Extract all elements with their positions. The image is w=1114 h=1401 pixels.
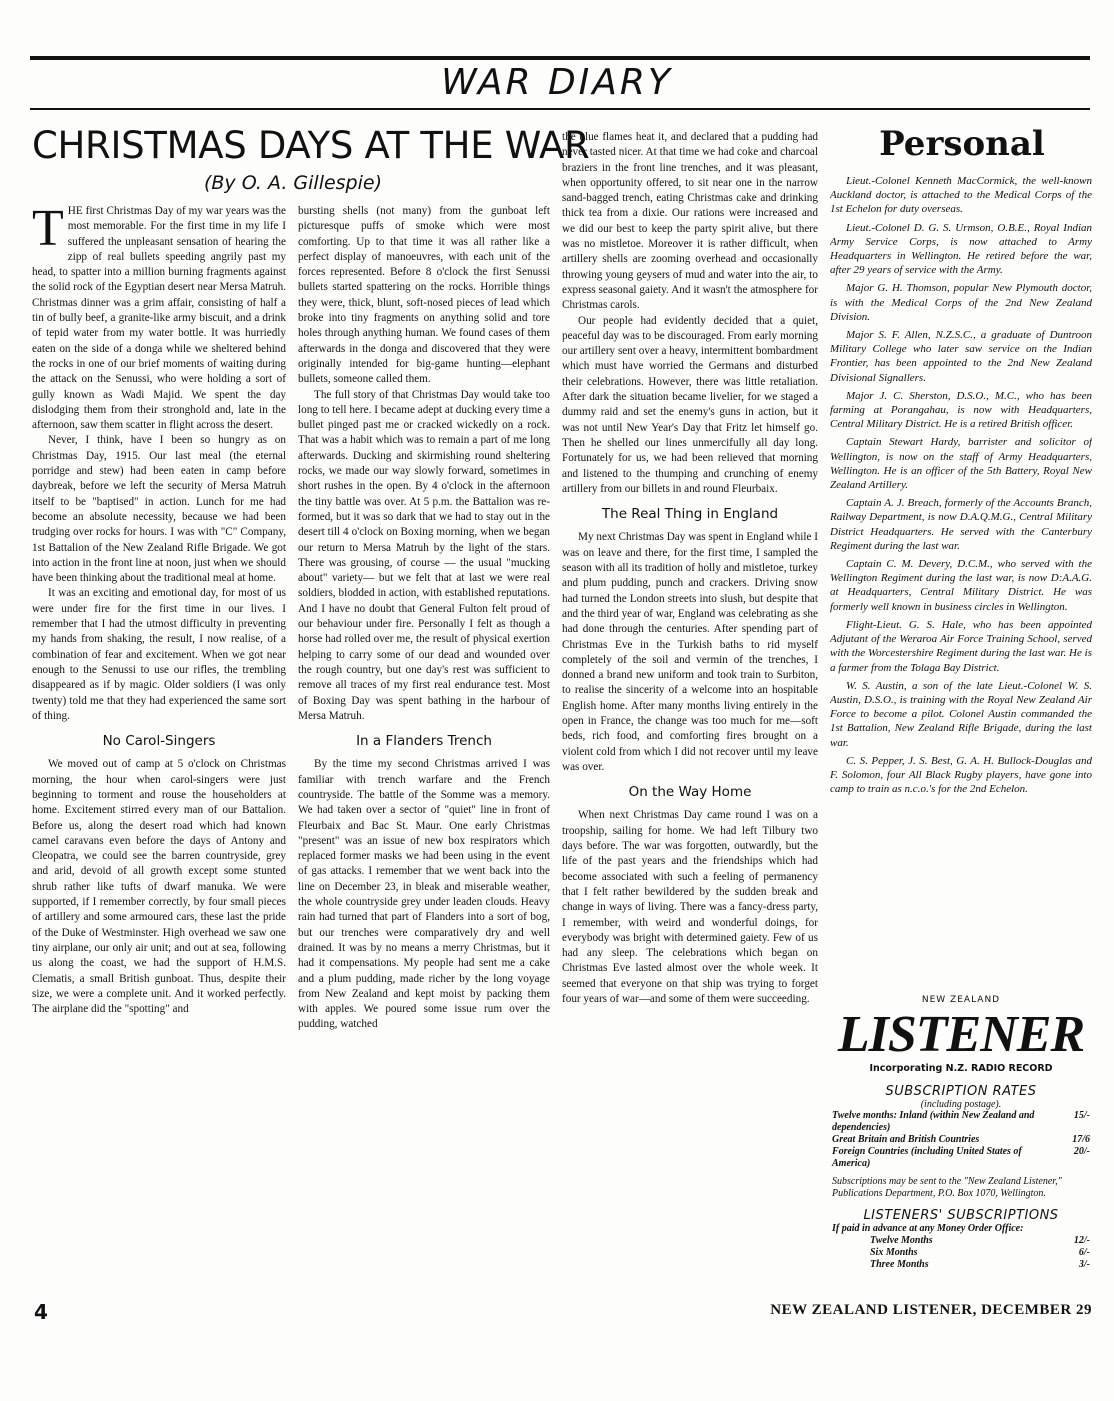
listeners-rate-row: Twelve Months 12/- [870, 1235, 1090, 1246]
personal-item: Major S. F. Allen, N.Z.S.C., a graduate of Duntroon Military College who later saw service on the Indian Frontier, has been appointed to the 2nd New Zealand Divisional Signallers. [830, 329, 1092, 384]
article-byline: (By O. A. Gillespie) [203, 172, 382, 194]
masthead-title: LISTENER [837, 1006, 1085, 1063]
personal-item: C. S. Pepper, J. S. Best, G. A. H. Bullock-Douglas and F. Solomon, four All Black Rugby players, have gone into camp to train as n.c.o.'s for the 2nd Echelon. [830, 754, 1092, 796]
top-rule-thin [30, 108, 1090, 110]
listeners-rate-row: Six Months 6/- [870, 1247, 1090, 1258]
rate-row: Twelve months: Inland (within New Zealand and dependencies) 15/- [832, 1110, 1090, 1133]
drop-cap: T [32, 204, 64, 257]
personal-item: Flight-Lieut. G. S. Hale, who has been appointed Adjutant of the Weraroa Air Force Training School, served with the Worcestershire Regiment during the last war. He is a farmer from the Tolaga Bay District. [830, 618, 1092, 674]
personal-item: Major J. C. Sherston, D.S.O., M.C., who has been farming at Porangahau, is now with Headquarters, Central Military District. He is a retired British officer. [830, 389, 1092, 431]
personal-column [830, 174, 1092, 974]
personal-title: Personal [879, 124, 1045, 164]
subheading-no-carol-singers: No Carol-Singers [102, 733, 216, 750]
personal-item: Major G. H. Thomson, popular New Plymouth doctor, is with the Medical Corps of the 2nd New Zealand Division. [830, 282, 1092, 323]
subscription-rates-note: (including postage). [920, 1099, 1002, 1110]
article-paragraph: bursting shells (not many) from the gunboat left picturesque puffs of smoke which were most comforting. Up to that time it was all rather like a perfect display of manoeuvres, with each unit of the forces represented. Before 8 o'clock the first Senussi bullets started spattering on the rocks. Horrible things they were, thick, blunt, soft-nosed pieces of lead which broke into tiny fragments on anything solid and tore holes through anything human. We found cases of them afterwards in the donga and discovered that they were originally intended for big-game hunting—elephant bullets, someone called them. [298, 205, 550, 386]
article-paragraph: Never, I think, have I been so hungry as on Christmas Day, 1915. Our last meal (the eternal porridge and stew) had been eaten in camp before daybreak, before we left the security of Mersa Matruh itself to be "baptised" in action. Lunch for me had become an absolute necessity, because we had been trudging over rocks for hours. I was with "C" Company, 1st Battalion of the New Zealand Rifle Brigade. We got into action in the front line at noon, just when we should have been thinking about the traditional meal at home. [32, 434, 286, 585]
article-paragraph: By the time my second Christmas arrived I was familiar with trench warfare and the French countryside. The battle of the Somme was a memory. We had taken over a sector of "quiet" line in front of Fleurbaix and Bac St. Maur. One early Christmas "present" was an issue of new box respirators which replaced former masks we had been using in the event of gas attacks. I remember that we went back into the line on December 23, in bleak and miserable weather, the whole countryside grey under leaden clouds. Heavy rain had turned that part of Flanders into a sort of bog, but our trenches were comparatively dry and well drained. It was by no means a merry Christmas, but it had it compensations. My people had sent me a cake and a plum pudding, made richer by the long voyage from New Zealand and kept moist by packing them with apples. We poured some issue rum over the pudding, watched [298, 758, 550, 1031]
article-paragraph: The full story of that Christmas Day would take too long to tell here. I became adept at ducking every time a bullet pinged past me or cracked wickedly on a rock. That was a habit which was to remain a part of me long afterwards. Ducking and skirmishing round sheltering rocks, we made our way slowly forward, sometimes in short rushes in the open. By 4 o'clock in the afternoon the tiny battle was over. At 5 p.m. the Battalion was re-formed, but it was so dark that we had to stay out in the desert till 4 o'clock on Boxing morning, when we began our return to Mersa Matruh by the light of the stars. There was grousing, of course — the usual "mucking about" variety— but we felt that at last we were real soldiers, blodded in action, with established reputations. And I have no doubt that General Fulton felt proud of our behaviour under fire. Personally I felt as though a horse had rolled over me, the result of physical exertion helping to carry some of our dead and wounded over the rough country, but one day's rest was sufficient to remove all traces of my first real endurance test. Most of Boxing Day was spent bathing in the harbour of Mersa Matruh. [298, 388, 550, 722]
subheading-real-thing-england: The Real Thing in England [601, 506, 779, 523]
article-column-3 [562, 130, 818, 1285]
listeners-note: If paid in advance at any Money Order Office: [832, 1223, 1024, 1234]
listeners-subscriptions-title: LISTENERS' SUBSCRIPTIONS [863, 1208, 1059, 1223]
personal-item: Lieut.-Colonel Kenneth MacCormick, the well-known Auckland doctor, is attached to the Medical Corps of the 1st Echelon for duty overseas. [830, 175, 1092, 216]
article-headline: CHRISTMAS DAYS AT THE WAR [32, 124, 590, 167]
section-title: WAR DIARY [441, 62, 673, 103]
article-paragraph: the blue flames heat it, and declared that a pudding had never tasted nicer. At that time we had coke and charcoal braziers in the front line trenches, and it was pleasant, when opportunity offered, to sit near one in the narrow sand-bagged trench, eating Christmas cake and drinking thick tea from a dixie. Our rations were increased and we did our best to keep the party spirit alive, but there was no mistletoe. Moreover it is rather difficult, when artillery shells are zooming overhead and occasionally throwing young geysers of mud and water into the air, to express seasonal gaiety. And it wasn't the atmosphere for Christmas carols. [562, 131, 818, 312]
page-number: 4 [34, 1300, 48, 1324]
article-paragraph: THE first Christmas Day of my war years was the most memorable. For the first time in my life I suffered the unpleasant sensation of hearing the zipp of real bullets speeding angrily past my head, to spatter into a million burning fragments against the solid rock of the Egyptian desert near Mersa Matruh. Christmas dinner was a grim affair, consisting of half a tin of bully beef, a granite-like army biscuit, and a drink of tepid water from my water bottle. It was hurriedly eaten on the side of a donga while we sheltered behind the rocks in one of our brief moments of waiting during the attack on the Senussi, who were holding a sort of gully known as Wadi Majid. We spent the day dislodging them from their stronghold and, late in the afternoon, saw them scatter in flight across the desert. [32, 204, 286, 432]
rate-row: Great Britain and British Countries 17/6 [832, 1134, 1090, 1145]
personal-item: W. S. Austin, a son of the late Lieut.-Colonel W. S. Austin, D.S.O., is training with the Royal New Zealand Air Force to become a pilot. Colonel Austin commanded the 1st Battalion, New Zealand Rifle Brigade, during the last war. [830, 679, 1092, 749]
article-paragraph: It was an exciting and emotional day, for most of us were under fire for the first time in our lives. I remember that I had the utmost difficulty in preventing my hands from shaking, the result, I now realise, of a combination of fear and excitement. When we got near enough to the Senussi to use our rifles, the trembling disappeared as if by magic. Older soldiers (I was only twenty) told me that they had experienced the same sort of thing. [32, 587, 286, 722]
article-paragraph: My next Christmas Day was spent in England while I was on leave and there, for the first time, I sampled the season with all its tradition of holly and mistletoe, turkey and plum pudding, punch and crackers. Driving snow had turned the London streets into slush, but despite that and the third year of war, England was celebrating as she had done through the centuries. After spending part of Christmas Eve in the Turkish baths to rid myself completely of the soil and vermin of the trenches, I donned a brand new uniform and took train to Surbiton, to realise the sincerity of a welcome into an hospitable English home. After many months living entirely in the open in France, the change was too much for me—soft beds, rich food, and comforting fires brought on a violent cold from which I did not recover until my leave was over. [562, 531, 818, 773]
footer-publication: NEW ZEALAND LISTENER, DECEMBER 29 [770, 1302, 1092, 1318]
article-paragraph: We moved out of camp at 5 o'clock on Christmas morning, the hour when carol-singers were just beginning to torment and rouse the householders at home. Excitement stirred every man of our Battalion. Before us, along the desert road which had known camel caravans even before the days of Antony and Cleopatra, we could see the barren countryside, grey and arid, devoid of all growth except some stunted shrub rather like tufts of dwarf manuka. We were supported, if I remember correctly, by four small pieces of artillery and some armoured cars, these last the pride of the Duke of Westminster. High overhead we saw one tiny airplane, our only air unit; and out at sea, following us along the coast, we had the support of H.M.S. Clematis, a small British gunboat. Thus, despite their size, we were a complete unit. And it worked perfectly. The airplane did the "spotting" and [32, 758, 286, 1016]
personal-item: Captain A. J. Breach, formerly of the Accounts Branch, Railway Department, is now D.A.Q.M.G., Central Military District Headquarters. He served with the Canterbury Regiment during the last war. [830, 497, 1092, 552]
article-column-1 [32, 204, 286, 1284]
rate-row: Foreign Countries (including United States of America) 20/- [832, 1146, 1090, 1169]
masthead-incorporating: Incorporating N.Z. RADIO RECORD [869, 1063, 1053, 1074]
article-paragraph: When next Christmas Day came round I was on a troopship, sailing for home. We had left Tilbury two days before. The war was forgotten, outwardly, but the life of the past years and the friendships which had become associated with such a feeling of permanency that I felt rather bewildered by the sudden break and change in ways of living. There was a fancy-dress party, I remember, with weird and wonderful doings, for everybody was bright with determined gaiety. Few of us had any sleep. The celebrations which began on Christmas Eve lasted almost over the whole week. It seemed that everyone on that ship was trying to forget four years of war—and some of them were succeeding. [562, 809, 818, 1006]
subscription-address-note: Subscriptions may be sent to the "New Zealand Listener," Publications Department, P.O. Box 1070, Wellington. [832, 1176, 1062, 1199]
subheading-flanders-trench: In a Flanders Trench [356, 733, 492, 750]
personal-item: Captain C. M. Devery, D.C.M., who served with the Wellington Regiment during the last war, is now D:A.A.G. at Headquarters, Central Military District. He was formerly well known in business circles in Wellington. [830, 558, 1092, 613]
subscription-rates-title: SUBSCRIPTION RATES [885, 1084, 1037, 1099]
masthead-kicker: NEW ZEALAND [921, 995, 1001, 1005]
listener-masthead [826, 995, 1096, 1271]
top-rule-thick [30, 56, 1090, 60]
subheading-way-home: On the Way Home [628, 784, 752, 801]
article-column-2 [298, 204, 550, 1284]
personal-item: Lieut.-Colonel D. G. S. Urmson, O.B.E., Royal Indian Army Service Corps, is now attached to Army Headquarters in Wellington. He retired before the war, after 29 years of service with the Army. [830, 221, 1092, 277]
listeners-rate-row: Three Months 3/- [870, 1259, 1090, 1270]
article-paragraph: Our people had evidently decided that a quiet, peaceful day was to be discouraged. From early morning our artillery sent over a heavy, intermittent bombardment which must have worried the Germans and disturbed their celebrations. However, there was little retaliation. After dark the situation became livelier, for we staged a dummy raid and set the enemy's guns in action, but it was not until New Year's Day that Fritz let himself go. Then he shelled our lines unmercifully all day long. Fortunately for us, we had been relieved that morning and listened to the thumping and crunching of enemy artillery from our billets in and round Fleurbaix. [562, 314, 818, 495]
personal-item: Captain Stewart Hardy, barrister and solicitor of Wellington, is now on the staff of Army Headquarters, Wellington. He is an officer of the 5th Battery, Royal New Zealand Artillery. [830, 436, 1092, 492]
